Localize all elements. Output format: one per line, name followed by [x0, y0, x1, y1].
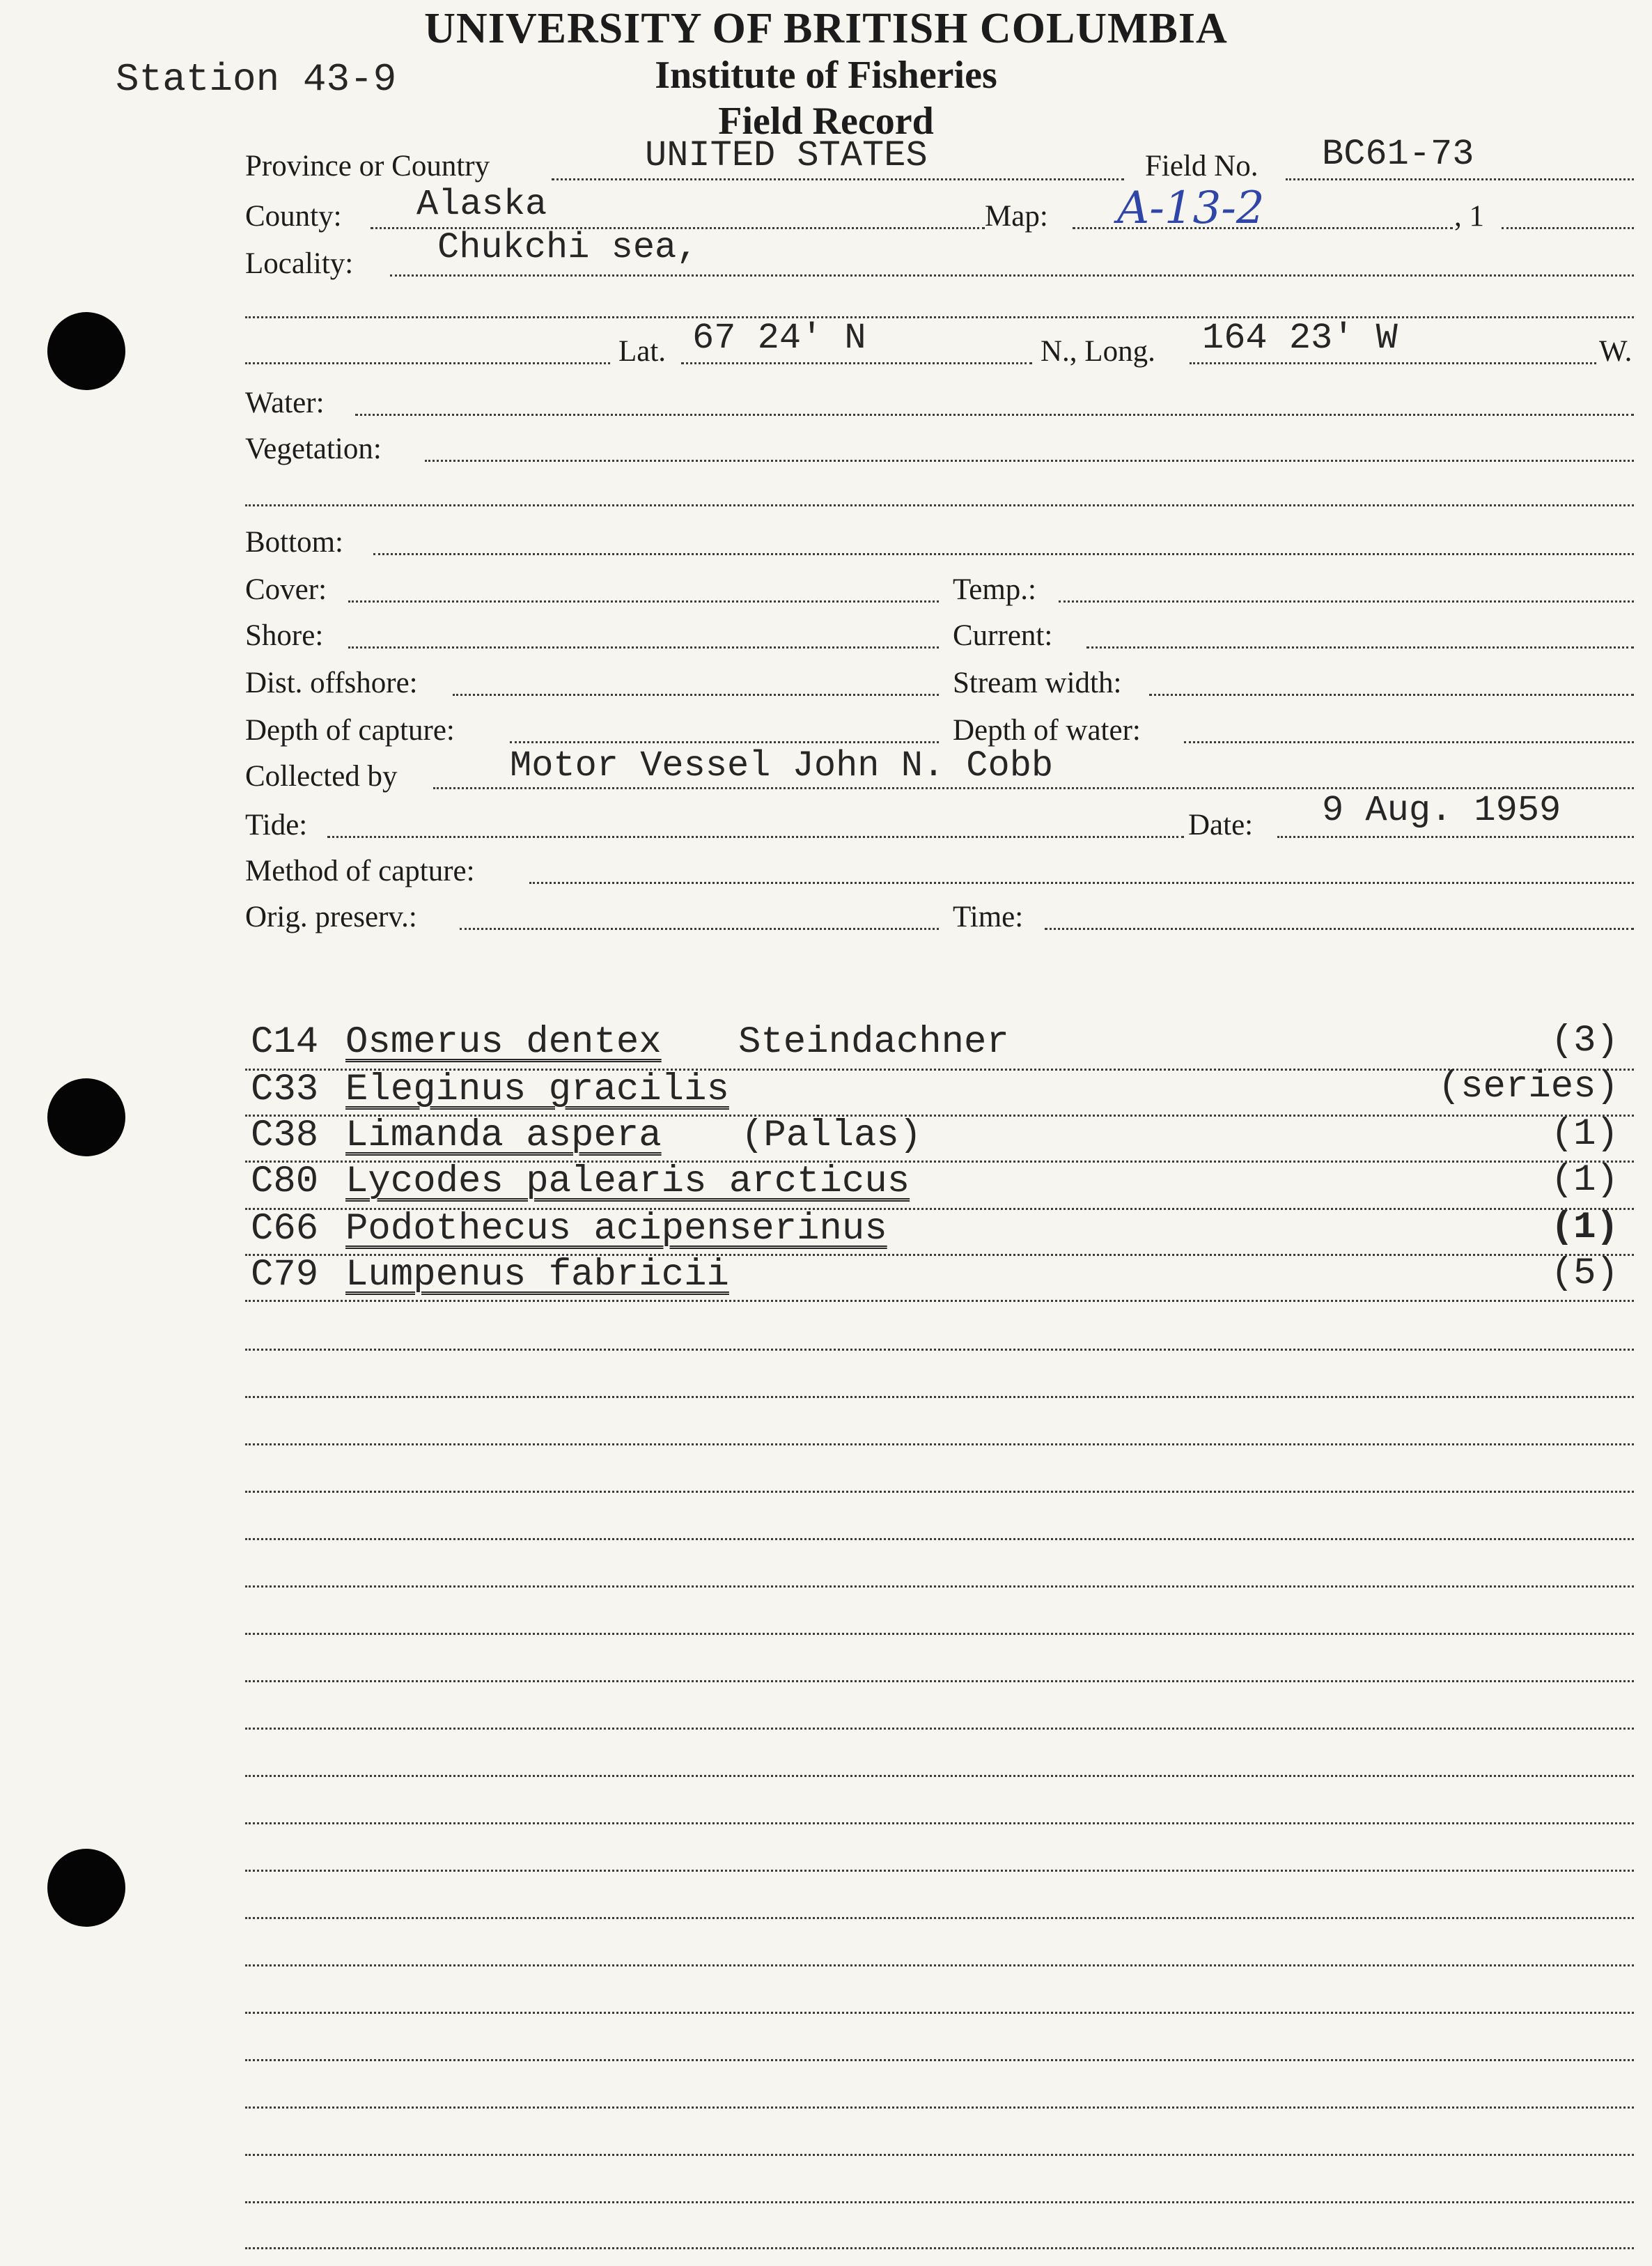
orig-preserv-line: [460, 928, 939, 930]
depth-capture-line: [510, 741, 939, 743]
stream-width-label: Stream width:: [953, 667, 1122, 699]
ruled-line: [245, 1491, 1634, 1493]
field-no-label: Field No.: [1145, 150, 1259, 183]
species-code: C14: [251, 1021, 319, 1064]
ruled-line: [245, 1964, 1634, 1966]
county-value: Alaska: [416, 184, 547, 225]
species-code: C80: [251, 1161, 319, 1203]
time-label: Time:: [953, 901, 1024, 933]
temp-line: [1059, 600, 1634, 603]
species-line: [245, 1300, 1634, 1302]
county-label: County:: [245, 200, 342, 233]
depth-water-line: [1184, 741, 1634, 743]
collected-by-line: [433, 787, 1634, 789]
ruled-line: [245, 1633, 1634, 1635]
lat-label: Lat.: [618, 335, 667, 368]
species-name: Eleginus gracilis: [345, 1069, 729, 1111]
bottom-label: Bottom:: [245, 526, 343, 559]
cover-label: Cover:: [245, 573, 327, 606]
shore-line: [348, 646, 939, 649]
ruled-line: [245, 1443, 1634, 1445]
collected-by-value: Motor Vessel John N. Cobb: [510, 745, 1054, 786]
species-count: (3): [1550, 1020, 1619, 1062]
method-line: [529, 882, 1634, 884]
tide-label: Tide:: [245, 809, 308, 841]
locality-label: Locality:: [245, 247, 354, 280]
ruled-line: [245, 1585, 1634, 1588]
locality-value: Chukchi sea,: [437, 227, 699, 268]
cover-line: [348, 600, 939, 603]
ruled-line: [245, 2201, 1634, 2203]
species-count: (5): [1550, 1252, 1619, 1295]
form-title: Field Record: [718, 100, 934, 143]
depth-capture-label: Depth of capture:: [245, 714, 455, 747]
species-count: (1): [1550, 1113, 1619, 1156]
long-line: [1190, 362, 1596, 364]
ruled-line: [245, 1538, 1634, 1540]
vegetation-continuation-line: [245, 504, 1634, 506]
ruled-line: [245, 1917, 1634, 1919]
species-code: C66: [251, 1208, 319, 1250]
species-count: (series): [1437, 1066, 1619, 1108]
ruled-line: [245, 2012, 1634, 2014]
ruled-line: [245, 1775, 1634, 1777]
lat-line: [681, 362, 1032, 364]
date-value: 9 Aug. 1959: [1322, 790, 1561, 831]
ruled-line: [245, 1822, 1634, 1824]
species-code: C38: [251, 1115, 319, 1157]
depth-water-label: Depth of water:: [953, 714, 1141, 747]
species-name: Lumpenus fabricii: [345, 1254, 729, 1296]
ruled-line: [245, 1870, 1634, 1872]
vegetation-label: Vegetation:: [245, 433, 382, 465]
species-name: Limanda aspera: [345, 1115, 662, 1157]
dist-offshore-label: Dist. offshore:: [245, 667, 418, 699]
shore-label: Shore:: [245, 619, 324, 652]
current-line: [1086, 646, 1634, 649]
institution-title: UNIVERSITY OF BRITISH COLUMBIA: [424, 5, 1228, 52]
map-value: A-13-2: [1117, 183, 1265, 234]
species-code: C33: [251, 1069, 319, 1111]
date-line: [1277, 836, 1634, 838]
map-label: Map:: [985, 200, 1048, 233]
ruled-line: [245, 2106, 1634, 2109]
punch-hole-middle: [47, 1078, 125, 1156]
map-suffix-line: [1502, 227, 1634, 229]
species-author: Steindachner: [738, 1021, 1009, 1064]
tide-line: [327, 836, 1184, 838]
lat-suffix-label: N., Long.: [1041, 335, 1155, 368]
ruled-line: [245, 2247, 1634, 2249]
long-suffix-label: W.: [1599, 335, 1632, 368]
water-label: Water:: [245, 387, 325, 419]
long-value: 164 23' W: [1202, 318, 1398, 359]
map-suffix: , 1: [1454, 200, 1484, 233]
collected-by-label: Collected by: [245, 760, 398, 793]
ruled-line: [245, 1349, 1634, 1351]
punch-hole-top: [47, 312, 125, 390]
ruled-line: [245, 1680, 1634, 1682]
station-number: Station 43-9: [116, 57, 397, 102]
species-code: C79: [251, 1254, 319, 1296]
field-no-value: BC61-73: [1322, 134, 1474, 175]
province-line: [552, 178, 1124, 180]
lat-value: 67 24' N: [692, 318, 866, 359]
method-label: Method of capture:: [245, 855, 475, 887]
bottom-line: [373, 553, 1634, 555]
current-label: Current:: [953, 619, 1053, 652]
species-name: Podothecus acipenserinus: [345, 1208, 887, 1250]
locality-continuation-line: [245, 316, 1634, 318]
temp-label: Temp.:: [953, 573, 1036, 606]
date-label: Date:: [1188, 809, 1254, 841]
ruled-line: [245, 1728, 1634, 1730]
field-no-line: [1286, 178, 1634, 180]
province-value: UNITED STATES: [645, 135, 928, 176]
punch-hole-bottom: [47, 1849, 125, 1927]
water-line: [355, 414, 1634, 416]
province-label: Province or Country: [245, 150, 490, 183]
institute-subtitle: Institute of Fisheries: [655, 54, 997, 97]
species-count: (1): [1550, 1206, 1619, 1249]
lat-lead-line: [245, 362, 610, 364]
species-count: (1): [1550, 1159, 1619, 1202]
locality-line: [390, 274, 1634, 277]
species-name: Osmerus dentex: [345, 1021, 662, 1064]
ruled-line: [245, 1396, 1634, 1398]
vegetation-line: [425, 460, 1634, 462]
species-name: Lycodes palearis arcticus: [345, 1161, 910, 1203]
ruled-line: [245, 2154, 1634, 2156]
stream-width-line: [1149, 694, 1634, 696]
time-line: [1045, 928, 1634, 930]
ruled-line: [245, 2059, 1634, 2061]
dist-offshore-line: [453, 694, 939, 696]
orig-preserv-label: Orig. preserv.:: [245, 901, 417, 933]
species-author: (Pallas): [741, 1115, 922, 1157]
